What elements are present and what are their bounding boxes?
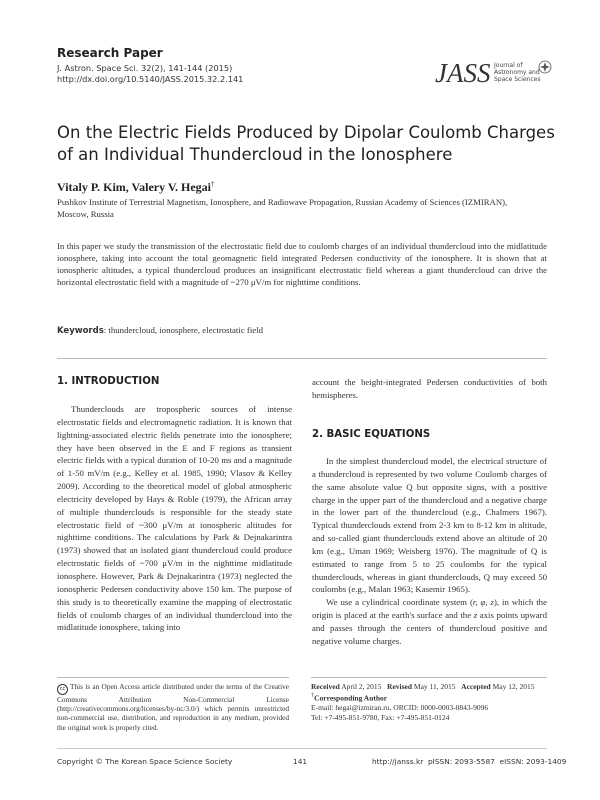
section-heading-introduction: 1. INTRODUCTION [57, 376, 160, 387]
contact-email[interactable]: E-mail: hegai@izmiran.ru, ORCID: 0000-0003-0843-9096 [311, 703, 489, 713]
section-heading-basic-equations: 2. BASIC EQUATIONS [312, 429, 431, 440]
text-fragment: ), in which the origin is placed at the earth's surface and the [312, 597, 547, 621]
doi-link[interactable]: http://dx.doi.org/10.5140/JASS.2015.32.2.141 [57, 74, 244, 84]
keywords-text: : thundercloud, ionosphere, electrostatic field [103, 325, 264, 335]
right-column [312, 455, 547, 648]
star-icon [538, 60, 552, 74]
divider [57, 358, 547, 359]
article-type: Research Paper [57, 46, 163, 60]
license-notice [57, 682, 289, 732]
logo-sub-line: Space Sciences [494, 76, 541, 83]
text-fragment: axis points upward and passes through the centers of thundercloud positive and negative volume charges. [312, 610, 547, 646]
affiliation-line: Pushkov Institute of Terrestrial Magnetism, Ionosphere, and Radiowave Propagation, Russian Academy of Sciences (IZMIRAN), [57, 197, 508, 207]
affiliation-line: Moscow, Russia [57, 209, 114, 219]
received-label: Received [311, 682, 340, 691]
paper-title [57, 122, 557, 166]
abstract: In this paper we study the transmission of the electrostatic field due to coulomb charges of an individual thundercloud into the midlatitude ionosphere, taking into account the total geomagnetic field integrated Pedersen conductivity of the ionosphere. It is shown that at ionospheric altitudes, a typical thundercloud produces an insignificant electrostatic field whereas a giant thundercloud can drive the horizontal electrostatic field with a magnitude of ~270 μV/m for nighttime conditions. [57, 241, 547, 287]
right-column-top [312, 376, 547, 402]
accepted-label: Accepted [461, 682, 491, 691]
revised-label: Revised [387, 682, 413, 691]
copyright: Copyright © The Korean Space Science Society [57, 757, 233, 766]
revised-date: May 11, 2015 [412, 682, 456, 691]
license-text: This is an Open Access article distributed under the terms of the Creative Commons Attribution Non-Commercial License (http://creativecommons.org/licenses/by-nc/3.0/) which permits unrestricted non-commercial use, distribution, and reproduction in any medium, provided the original work is properly cited. [57, 682, 289, 732]
left-column [57, 403, 292, 634]
footnote-divider-left [57, 677, 289, 678]
coordinate-symbols: r, φ, z [472, 597, 494, 608]
title-line: On the Electric Fields Produced by Dipolar Coulomb Charges [57, 123, 555, 142]
accepted-date: May 12, 2015 [490, 682, 535, 691]
basic-paragraph: In the simplest thundercloud model, the electrical structure of a thundercloud is represented by two volume Coulomb charges of the same absolute value Q but opposite signs, with a positive charge in the upper part of the thundercloud and a negative charge in the lower part of the thundercloud (e.g., Chalmers 1967). Typical thunderclouds extend from 2-3 km to 8-12 km in altitude, and so-called giant thunderclouds extend above an altitude of 20 km (e.g., Uman 1969; Weisberg 1976). The magnitude of Q is estimated to range from 5 to 25 coulombs for the typical thunderclouds, whereas in giant thunderclouds, Q may exceed 50 coulombs (e.g., Malan 1963; Kasemir 1965). [312, 456, 547, 595]
corresponding-label: Corresponding Author [314, 693, 388, 703]
authors-text: Vitaly P. Kim, Valery V. Hegai [57, 180, 212, 194]
footnote-divider-right [311, 677, 547, 678]
dates-line [311, 682, 551, 691]
text-fragment: We use a cylindrical coordinate system ( [326, 597, 473, 608]
affiliation [57, 196, 547, 220]
journal-logo [435, 58, 555, 98]
logo-sub-line: Astronomy and [494, 69, 540, 76]
footer-divider [57, 748, 547, 749]
title-line: of an Individual Thundercloud in the Ionosphere [57, 145, 453, 164]
issn-info: http://janss.kr pISSN: 2093-5587 eISSN: 2093-1409 [372, 757, 567, 766]
logo-mark: JASS [435, 58, 491, 88]
corresponding-mark: † [311, 692, 315, 700]
basic-paragraph [312, 596, 547, 647]
author-list [57, 180, 215, 195]
intro-paragraph: Thunderclouds are tropospheric sources of intense electrostatic fields and electromagnetic radiation. It is known that lightning-associated electric fields penetrate into the ionosphere; they have been observed in the E and F regions as transient electric fields with a typical duration of 10-20 ms and a magnitude of 1-50 mV/m (e.g., Kelley et al. 1985, 1990; Vlasov & Kelley 2009). According to the theoretical model of global atmospheric electricity developed by Hays & Roble (1979), the African array of multiple thunderclouds is responsible for the steady state electrostatic field of ~300 μV/m at ionospheric altitudes for nighttime conditions. The calculations by Park & Dejnakarintra (1973) showed that an isolated giant thundercloud could produce electrostatic fields of ~700 μV/m in the nighttime midlatitude ionosphere. However, Park & Dejnakarintra (1973) neglected the ionospheric Pedersen conductivity above 150 km. The purpose of this study is to theoretically examine the mapping of electrostatic fields of coulomb charges of an individual thundercloud into the midlatitude ionosphere, taking into [57, 404, 292, 633]
article-history [311, 682, 551, 722]
logo-sub-line: Journal of [494, 62, 523, 69]
contact-phone: Tel: +7-495-851-9780, Fax: +7-495-851-0124 [311, 712, 450, 722]
received-date: April 2, 2015 [339, 682, 382, 691]
keywords-label: Keywords [57, 326, 104, 336]
journal-reference: J. Astron. Space Sci. 32(2), 141-144 (2015) [57, 63, 233, 73]
page-number: 141 [293, 757, 308, 766]
z-symbol: z [473, 610, 478, 621]
creative-commons-icon: cc [57, 684, 68, 695]
keywords [57, 325, 263, 336]
corresponding-author [311, 691, 551, 703]
intro-continuation: account the height-integrated Pedersen conductivities of both hemispheres. [312, 377, 547, 400]
author-mark: † [211, 180, 215, 188]
